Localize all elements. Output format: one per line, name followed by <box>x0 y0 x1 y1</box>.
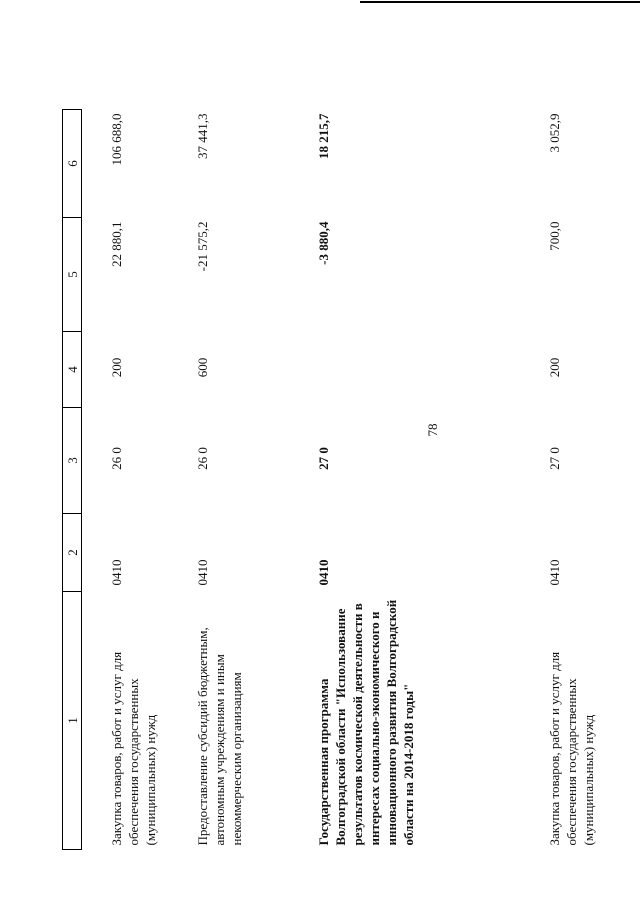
table-row <box>520 110 610 850</box>
row-total: 37 441,3 <box>195 113 210 159</box>
page-number: 78 <box>425 423 440 437</box>
row-section-code: 0410 <box>109 559 124 586</box>
row-total: 3 052,9 <box>547 113 562 153</box>
row-target-item: 26 0 <box>195 447 210 470</box>
budget-table <box>62 109 610 850</box>
column-header-total: 6 <box>63 110 82 218</box>
table-header-row <box>63 110 82 850</box>
row-expense-type: 200 <box>109 357 124 378</box>
column-header-target-item: 3 <box>63 408 82 514</box>
row-section-code: 0410 <box>195 559 210 586</box>
row-change: 700,0 <box>547 221 562 251</box>
table-row <box>168 110 289 850</box>
budget-table-container <box>62 110 596 850</box>
row-name: Предоставление субсидий бюджетным, автономным учреждениям и иным некоммерческим организациям <box>195 627 244 846</box>
row-target-item: 27 0 <box>316 447 331 470</box>
row-expense-type: 600 <box>195 357 210 378</box>
table-row <box>82 110 169 850</box>
row-total: 18 215,7 <box>316 113 331 159</box>
column-header-section: 2 <box>63 514 82 592</box>
row-change: -21 575,2 <box>195 221 210 272</box>
row-target-item: 27 0 <box>547 447 562 470</box>
row-change: -3 880,4 <box>316 221 331 265</box>
row-change: 22 880,1 <box>109 221 124 267</box>
row-section-code: 0410 <box>316 559 331 586</box>
row-name: Закупка товаров, работ и услуг для обеспечения государственных (муниципальных) нужд <box>109 651 158 846</box>
row-total: 106 688,0 <box>109 113 124 166</box>
row-target-item: 26 0 <box>109 447 124 470</box>
row-name: Государственная программа Волгоградской области "Использование результатов космической деятельности в интересах социально-экономического и инновационного развития Волгоградской области на 2014-2018 годы" <box>316 599 416 846</box>
column-header-change: 5 <box>63 218 82 332</box>
row-section-code: 0410 <box>547 559 562 586</box>
scan-border-line <box>360 1 640 3</box>
row-name: Закупка товаров, работ и услуг для обеспечения государственных (муниципальных) нужд <box>547 651 596 846</box>
column-header-name: 1 <box>63 592 82 850</box>
row-expense-type <box>289 332 520 408</box>
table-row <box>289 110 520 850</box>
column-header-expense-type: 4 <box>63 332 82 408</box>
row-expense-type: 200 <box>547 357 562 378</box>
